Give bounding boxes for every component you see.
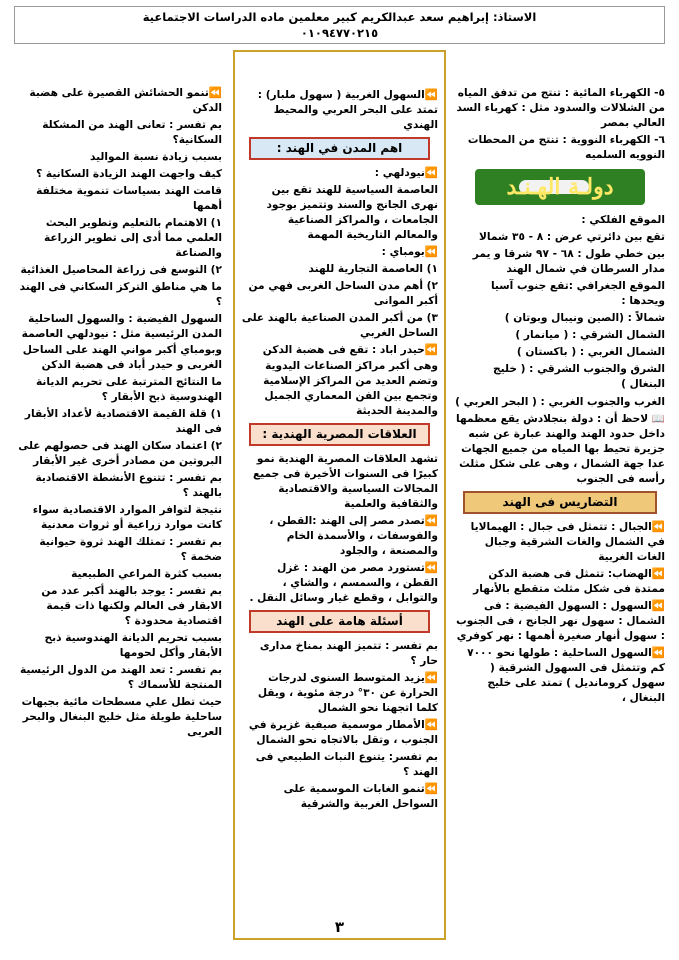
text-grass — [12, 86, 222, 116]
arrow-icon: ⏪ — [424, 783, 438, 796]
book-icon: 📖 — [648, 412, 665, 425]
header-phone: ٠١٠٩٤٧٧٠٢١٥ — [300, 25, 379, 40]
western-plains-text: السهول الغربية ( سهول ملبار) : تمتد على البحر العربي والمحيط الهندي — [257, 89, 438, 132]
text-longitude: بين خطي طول : ٦٨ - ٩٧ شرقا و يمر مدار السرطان في شمال الهند — [472, 248, 665, 276]
text-q-climate: بم تفسر : تتميز الهند بمناخ مدارى حار ؟ — [259, 640, 438, 668]
text-a-temperature — [241, 671, 438, 716]
text-plateaus — [455, 567, 665, 597]
text-q-vegetation: بم تفسر: يتنوع النبات الطبيعي فى الهند ؟ — [255, 751, 438, 779]
arrow-icon: ⏪ — [424, 344, 438, 357]
text-a-fish: حيث تطل علي مسطحات مائية بجبهات ساحلية طويلة مثل خليج البنغال والبحر العربى — [21, 696, 222, 739]
grass-text: تنمو الحشائش القصيرة على هضبة الدكن — [29, 87, 222, 115]
temperature-text: يزيد المتوسط السنوى لدرجات الحرارة عن ٣٠° درجة مئوية ، ويقل كلما اتجهنا نحو الشمال — [257, 672, 438, 715]
text-q-livestock: بم تفسر : تمتلك الهند ثروة حيوانية ضخمة ؟ — [39, 535, 222, 563]
right-column — [449, 50, 673, 940]
text-plains — [455, 599, 665, 644]
arrow-icon: ⏪ — [424, 719, 438, 732]
imports-text: تستورد مصر من الهند : غزل القطن ، والسمسم ، والشاي ، والتوابل ، وقطع غيار وسائل النقل . — [249, 561, 438, 604]
text-bombay-3: ٣) من أكبر المدن الصناعية بالهند على الساحل الغربي — [241, 312, 438, 340]
arrow-icon: ⏪ — [424, 672, 438, 685]
arrow-icon: ⏪ — [424, 167, 438, 180]
arrow-icon: ⏪ — [651, 599, 665, 612]
text-a-forests — [241, 782, 438, 812]
hyderabad-text: حيدر اباد : تقع فى هضبة الدكن وهى أكبر مراكز الصناعات اليدوية وتضم العديد من المراكز الإسلامية وتجمع بين الفن المعماري الجميل والمدينة الحديثة — [262, 344, 438, 417]
text-a-livestock: بسبب كثرة المراعي الطبيعية — [71, 567, 222, 580]
text-geo-location: الموقع الجغرافي :تقع جنوب آسيا ويحدها : — [490, 280, 665, 308]
plateaus-text: الهضاب: تتمثل فى هضبة الدكن ممتدة فى شكل مثلث متقطع بالأنهار — [473, 567, 665, 595]
left-column — [6, 50, 230, 940]
logo-text: دولـة الهـنـد — [506, 173, 614, 200]
text-hydro-power: ٥- الكهرباء المائية : تنتج من تدفق المياه من الشلالات والسدود مثل : كهرباء السد العالي بمصر — [456, 87, 665, 130]
arrow-icon: ⏪ — [651, 520, 665, 533]
text-note-bangladesh — [455, 412, 665, 487]
plains-text: السهول : السهول الفيضية : فى الشمال : سهول نهر الجانج ، فى الجنوب : سهول أنهار صغيرة أهمها : نهر كوفري — [456, 599, 665, 642]
text-exports — [241, 514, 438, 559]
note-text: لاحظ أن : دولة بنجلادش يقع معظمها داخل حدود الهند والهند عبارة عن شبه جزيرة تحيط بها المياه من جميع الجهات عدا جهة الشمال ، وهى على شكل مثلث رأسه فى الجنوب — [455, 412, 665, 485]
text-border-east: الشرق والجنوب الشرقي : ( خليج البنغال ) — [493, 363, 665, 391]
arrow-icon: ⏪ — [424, 246, 438, 259]
text-nuclear-power: ٦- الكهرباء النووية : تنتج من المحطات النوويه السلميه — [467, 134, 665, 162]
text-q-cows: ما النتائج المترتبة على تحريم الديانة الهندوسية ذبح الأبقار ؟ — [35, 375, 222, 403]
arrow-icon: ⏪ — [208, 87, 222, 99]
text-latitude: تقع بين دائرتي عرض : ٨ - ٣٥ شمالا — [478, 231, 665, 244]
exports-text: تصدر مصر إلى الهند :القطن ، والفوسفات ، والأسمدة الخام والمصنعة ، والجلود — [269, 514, 438, 557]
rain-text: الأمطار موسمية صيفية غزيرة في الجنوب ، وتقل بالاتجاه نحو الشمال — [248, 719, 438, 747]
text-q-fish: بم تفسر : تعد الهند من الدول الرئيسية المنتجة للأسماك ؟ — [19, 664, 222, 692]
forests-text: تنمو الغابات الموسمية على السواحل الغربية والشرقية — [283, 783, 438, 811]
text-border-northeast: الشمال الشرقي : ( ميانمار ) — [515, 329, 665, 342]
page-header — [14, 6, 665, 44]
text-astro-location-title: الموقع الفلكي : — [581, 214, 665, 227]
text-a-economy: نتيجة لتوافر الموارد الاقتصادية سواء كانت موارد زراعية أو ثروات معدنية — [32, 503, 222, 531]
heading-cities: اهم المدن في الهند : — [249, 137, 430, 160]
text-border-west: الغرب والجنوب الغربي : ( البحر العربي ) — [455, 395, 665, 408]
heading-questions: أسئلة هامة على الهند — [249, 610, 430, 633]
text-imports — [241, 561, 438, 606]
text-hyderabad — [241, 343, 438, 418]
text-border-north: شمالاً : (الصين ونيبال وبوتان ) — [504, 312, 665, 325]
new-delhi-title-text: نيودلهي : — [374, 167, 425, 180]
heading-relations: العلاقات المصرية الهندية : — [249, 423, 430, 446]
text-a-births: بسبب زيادة نسبة المواليد — [89, 151, 222, 164]
text-bombay-title — [241, 245, 438, 260]
page-number: ٣ — [334, 918, 345, 936]
text-coastal-plains — [455, 646, 665, 706]
mountains-text: الجبال : تتمثل فى جبال : الهيمالايا في الشمال والغات الشرقية وجبال الغات الغربية — [470, 520, 665, 563]
text-a-rain — [241, 718, 438, 748]
text-q-facing-growth: كيف واجهت الهند الزيادة السكانية ؟ — [36, 168, 222, 181]
text-q-population: بم تفسر : تعانى الهند من المشكلة السكانية؟ — [42, 119, 222, 147]
arrow-icon: ⏪ — [424, 89, 438, 101]
text-a-cows-1: ١) قلة القيمة الاقتصادية لأعداد الأبقار فى الهند — [24, 407, 222, 435]
india-title-logo — [475, 169, 645, 205]
text-q-cattle-value: بم تفسر : يوجد بالهند أكبر عدد من الابقار فى العالم ولكنها ذات قيمة اقتصادية محدودة ؟ — [41, 584, 222, 628]
arrow-icon: ⏪ — [424, 561, 438, 574]
arrow-icon: ⏪ — [651, 646, 665, 659]
text-relations: تشهد العلاقات المصرية الهندية نمو كبيرًا فى السنوات الأخيرة فى جميع المجالات السياسية والاقتصادية والثقافية والعلمية — [252, 452, 438, 510]
text-border-northwest: الشمال الغربي : ( باكستان ) — [516, 346, 665, 359]
header-author-line: الاستاذ: إبراهيم سعد عبدالكريم كبير معلمين ماده الدراسات الاجتماعية — [142, 10, 537, 24]
text-a-cattle-value: بسبب تحريم الديانة الهندوسية ذبح الأبقار وأكل لحومها — [44, 632, 222, 660]
text-policy-1: ١) الاهتمام بالتعليم وتطوير البحث العلمي مما أدى إلى تطوير الزراعة والصناعة — [43, 217, 222, 260]
heading-relief: التضاريس فى الهند — [463, 491, 657, 514]
text-mountains — [455, 520, 665, 565]
text-a-cows-2: ٢) اعتماد سكان الهند فى حصولهم على البروتين من مصادر أخرى غير الأبقار — [18, 439, 222, 467]
text-bombay-2: ٢) أهم مدن الساحل الغربى فهي من أكبر الموانى — [248, 280, 438, 308]
text-q-concentration: ما هي مناطق التركز السكاني فى الهند ؟ — [19, 281, 222, 309]
text-bombay-1: ١) العاصمة التجارية للهند — [308, 263, 438, 276]
text-new-delhi: العاصمة السياسية للهند تقع بين نهرى الجانج والسند وتتميز بوجود الجامعات ، والمراكز الصناعية والمعالم التاريخية المهمة — [266, 184, 438, 242]
text-western-plains — [241, 88, 438, 133]
text-a-concentration: السهول الفيضية : والسهول الساحلية المدن الرئيسية مثل : نيودلهي العاصمة وبومباي أكبر مواني الهند على الساحل الغربى و حيدر أباد فى هضبة الدكن — [21, 313, 222, 371]
text-policies: قامت الهند بسياسات تنموية مختلفة أهمها — [36, 185, 222, 213]
arrow-icon: ⏪ — [424, 514, 438, 527]
coastal-plains-text: السهول الساحلية : طولها نحو ٧٠٠٠ كم وتتمثل فى السهول الشرقية ( سهول كرومانديل ) تمتد على خليج البنغال ، — [467, 646, 665, 705]
text-policy-2: ٢) التوسع فى زراعة المحاصيل الغذائية — [20, 264, 222, 277]
arrow-icon: ⏪ — [651, 567, 665, 580]
text-new-delhi-title — [241, 166, 438, 181]
middle-column — [233, 50, 446, 940]
bombay-title-text: بومباي : — [381, 246, 425, 259]
text-q-economy: بم تفسر : تتنوع الأنشطة الاقتصادية بالهند ؟ — [35, 471, 222, 499]
